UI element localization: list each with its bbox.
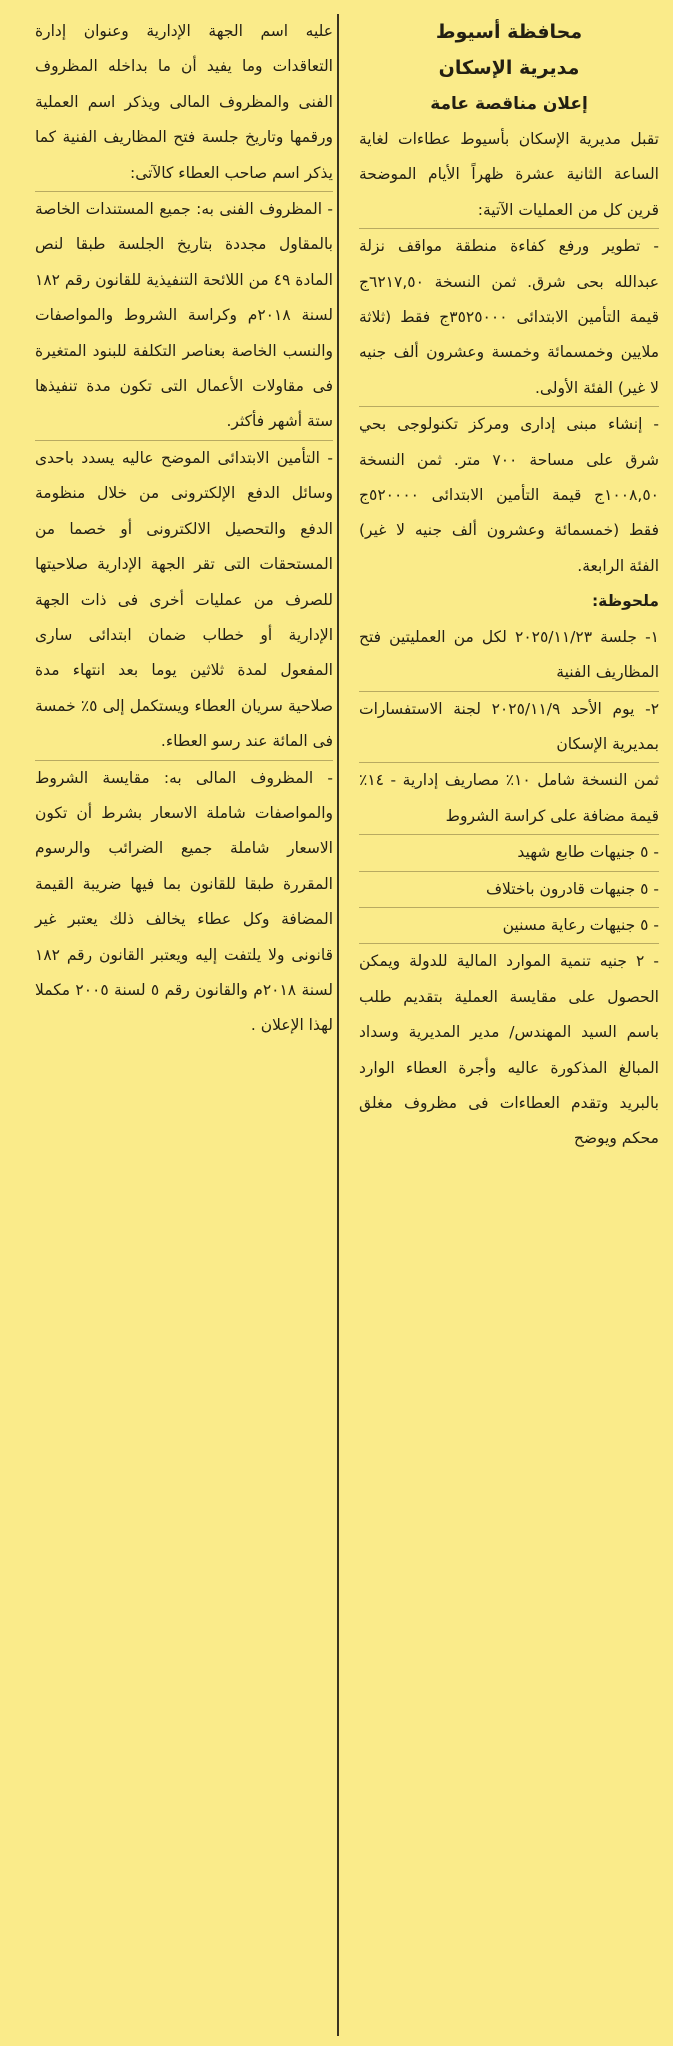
fee-line-2: - ٥ جنيهات قادرون باختلاف <box>359 871 659 907</box>
operation-2-paragraph: - إنشاء مبنى إدارى ومركز تكنولوجى بحي شرق على مساحة ٧٠٠ متر. ثمن النسخة ١٠٠٨,٥٠ج قيمة التأمين الابتدائى ٥٢٠٠٠٠ج فقط (خمسمائة وعشرون ألف جنيه لا غير) الفئة الرابعة. <box>359 406 659 584</box>
note-title: ملحوظة: <box>591 592 659 611</box>
left-column <box>35 14 347 2036</box>
copy-price-paragraph: ثمن النسخة شامل ١٠٪ مصاريف إدارية - ١٤٪ قيمة مضافة على كراسة الشروط <box>359 762 659 834</box>
directorate-title: مديرية الإسكان <box>438 57 580 79</box>
intro-paragraph: تقبل مديرية الإسكان بأسيوط عطاءات لغاية الساعة الثانية عشرة ظهراً الأيام الموضحة قرين كل من العمليات الآتية: <box>359 130 659 219</box>
operation-1-paragraph: - تطوير ورفع كفاءة منطقة مواقف نزلة عبدالله بحى شرق. ثمن النسخة ٦٢١٧,٥٠ج قيمة التأمين الابتدائى ٣٥٢٥٠٠٠ج فقط (ثلاثة ملايين وخمسمائة وخمسة وعشرون ألف جنيه لا غير) الفئة الأولى. <box>359 228 659 406</box>
fee-line-4: - ٢ جنيه تنمية الموارد المالية للدولة ويمكن الحصول على مقايسة العملية بتقديم طلب باسم السيد المهندس/ مدير المديرية وسداد المبالغ المذكورة عاليه وأجرة العطاء الوارد بالبريد وتقدم العطاءات فى مظروف مغلق محكم ويوضح <box>359 943 659 1156</box>
financial-envelope-paragraph: - المظروف المالى به: مقايسة الشروط والمواصفات شاملة الاسعار بشرط أن تكون الاسعار شاملة جميع الضرائب والرسوم المقررة طبقا للقانون بما فيها ضريبة القيمة المضافة وكل عطاء يخالف ذلك يعتبر غير قانونى ولا يلتفت إليه ويعتبر القانون رقم ١٨٢ لسنة ٢٠١٨م والقانون رقم ٥ لسنة ٢٠٠٥ مكملا لهذا الإعلان . <box>35 760 333 1044</box>
envelope-paragraph: عليه اسم الجهة الإدارية وعنوان إدارة التعاقدات وما يفيد أن ما بداخله المظروف الفنى والمظروف المالى ويذكر اسم العملية ورقمها وتاريخ جلسة فتح المظاريف الفنية كما يذكر اسم صاحب العطاء كالآتى: <box>35 22 333 182</box>
note-2: ٢- يوم الأحد ٢٠٢٥/١١/٩ لجنة الاستفسارات بمديرية الإسكان <box>359 691 659 763</box>
column-divider <box>337 14 339 2036</box>
deposit-paragraph: - التأمين الابتدائى الموضح عاليه يسدد باحدى وسائل الدفع الإلكترونى من خلال منظومة الدفع والتحصيل الالكترونى أو خصما من المستحقات التى تقر الجهة الإدارية صلاحيتها للصرف من عمليات أخرى فى ذات الجهة الإدارية أو خطاب ضمان ابتدائى سارى المفعول لمدة ثلاثين يوما بعد انتهاء مدة صلاحية سريان العطاء ويستكمل إلى ٥٪ خمسة فى المائة عند رسو العطاء. <box>35 440 333 760</box>
right-column <box>347 14 659 2036</box>
governorate-title: محافظة أسيوط <box>435 21 583 43</box>
note-1: ١- جلسة ٢٠٢٥/١١/٢٣ لكل من العمليتين فتح المظاريف الفنية <box>359 627 659 682</box>
fee-line-3: - ٥ جنيهات رعاية مسنين <box>359 907 659 943</box>
technical-envelope-paragraph: - المظروف الفنى به: جميع المستندات الخاصة بالمقاول مجددة بتاريخ الجلسة طبقا لنص المادة ٤٩ من اللائحة التنفيذية للقانون رقم ١٨٢ لسنة ٢٠١٨م وكراسة الشروط والمواصفات والنسب الخاصة بعناصر التكلفة للبنود المتغيرة فى مقاولات الأعمال التى تكون مدة تنفيذها ستة أشهر فأكثر. <box>35 191 333 440</box>
announcement-title: إعلان مناقصة عامة <box>430 94 588 114</box>
fee-line-1: - ٥ جنيهات طابع شهيد <box>359 834 659 870</box>
